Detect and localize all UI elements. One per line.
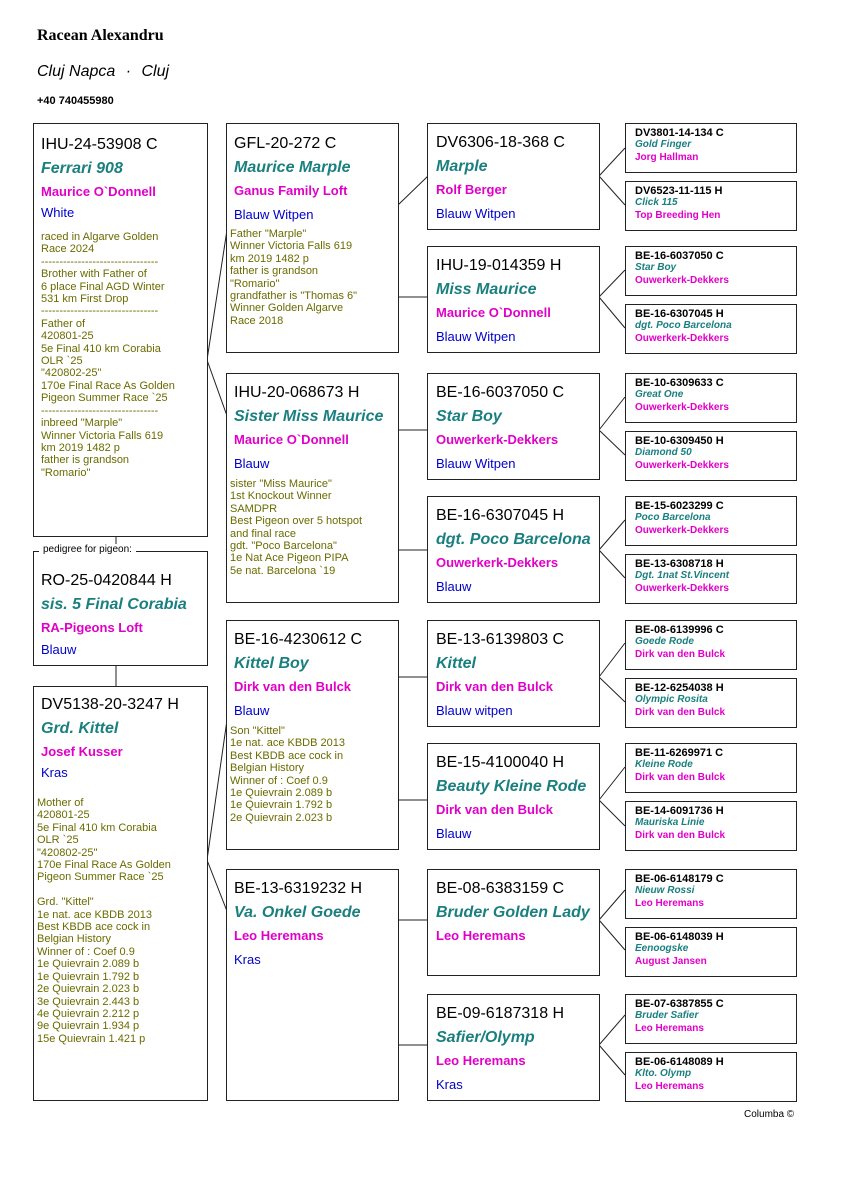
gen4-breeder: Dirk van den Bulck xyxy=(635,772,726,783)
dam-info: Mother of 420801-25 5e Final 410 km Corabia OLR `25 "420802-25" 170e Final Race As Golden Pigeon Summer Race `25 Grd. "Kittel" 1e nat. ace KBDB 2013 Best KBDB ace cock in Belgian History Winner of : Coef 0.9 1e Quievrain 2.089 b 1e Quievrain 1.792 b 2e Quievrain 2.023 b 3e Quievrain 2.443 b 4e Quievrain 2.212 p 9e Quievrain 1.934 p 15e Quievrain 1.421 p xyxy=(37,797,171,1045)
gen4-name: Bruder Safier xyxy=(635,1010,699,1021)
gen3-color: Blauw Witpen xyxy=(436,329,516,344)
gen4-ring: BE-06-6148179 C xyxy=(635,873,724,885)
gen4-name: Gold Finger xyxy=(635,139,692,150)
gen4-breeder: Ouwerkerk-Dekkers xyxy=(635,583,729,594)
gen4-name: Nieuw Rossi xyxy=(635,885,695,896)
gen4-breeder: Jorg Hallman xyxy=(635,152,699,163)
gen3-card[interactable] xyxy=(427,869,600,976)
gen4-breeder: Ouwerkerk-Dekkers xyxy=(635,402,729,413)
sibling-ring: IHU-24-53908 C xyxy=(41,136,158,153)
gen4-breeder: Dirk van den Bulck xyxy=(635,707,726,718)
gen2-color: Blauw xyxy=(234,456,270,471)
gen4-breeder: Top Breeding Hen xyxy=(635,210,721,221)
gen3-card[interactable] xyxy=(427,620,600,727)
gen2-info: Father "Marple" Winner Victoria Falls 619 km 2019 1482 p father is grandson "Romario" grandfather is "Thomas 6" Winner Golden Algarve Race 2018 xyxy=(230,228,358,327)
gen3-breeder: Ouwerkerk-Dekkers xyxy=(436,432,559,447)
gen3-name: Kittel xyxy=(436,655,476,672)
gen4-ring: BE-12-6254038 H xyxy=(635,682,724,694)
gen4-name: Diamond 50 xyxy=(635,447,692,458)
gen2-breeder: Ganus Family Loft xyxy=(234,183,348,198)
gen3-breeder: Leo Heremans xyxy=(436,928,526,943)
gen4-card[interactable] xyxy=(625,123,797,173)
gen2-color: Blauw Witpen xyxy=(234,207,314,222)
gen2-ring: BE-16-4230612 C xyxy=(234,631,363,648)
gen4-ring: DV3801-14-134 C xyxy=(635,127,724,139)
gen4-breeder: August Jansen xyxy=(635,956,707,967)
gen4-name: Dgt. 1nat St.Vincent xyxy=(635,570,730,581)
gen4-breeder: Leo Heremans xyxy=(635,1023,704,1034)
gen3-breeder: Dirk van den Bulck xyxy=(436,679,554,694)
gen3-name: Miss Maurice xyxy=(436,281,537,298)
gen3-name: Star Boy xyxy=(436,408,502,425)
gen3-card[interactable] xyxy=(427,246,600,353)
dam-breeder: Josef Kusser xyxy=(41,744,123,759)
gen4-name: Klto. Olymp xyxy=(635,1068,692,1079)
owner-phone: +40 740455980 xyxy=(37,95,114,107)
gen4-breeder: Ouwerkerk-Dekkers xyxy=(635,275,729,286)
gen4-ring: BE-11-6269971 C xyxy=(635,747,724,759)
gen4-ring: BE-10-6309450 H xyxy=(635,435,724,447)
gen4-ring: BE-07-6387855 C xyxy=(635,998,724,1010)
gen3-ring: BE-13-6139803 C xyxy=(436,631,565,648)
gen2-card[interactable] xyxy=(226,869,399,1101)
gen4-card[interactable] xyxy=(625,181,797,231)
gen3-color: Blauw Witpen xyxy=(436,456,516,471)
gen2-breeder: Maurice O`Donnell xyxy=(234,432,349,447)
gen4-card[interactable] xyxy=(625,869,797,919)
gen4-ring: BE-06-6148089 H xyxy=(635,1056,724,1068)
owner-name: Racean Alexandru xyxy=(37,27,164,44)
gen2-name: Kittel Boy xyxy=(234,655,309,672)
gen2-name: Va. Onkel Goede xyxy=(234,904,361,921)
gen3-color: Blauw xyxy=(436,826,472,841)
gen2-info: sister "Miss Maurice" 1st Knockout Winner SAMDPR Best Pigeon over 5 hotspot and final race gdt. "Poco Barcelona" 1e Nat Ace Pigeon PIPA 5e nat. Barcelona `19 xyxy=(230,478,363,577)
gen3-name: dgt. Poco Barcelona xyxy=(436,531,591,548)
gen4-ring: DV6523-11-115 H xyxy=(635,185,723,197)
gen4-name: Olympic Rosita xyxy=(635,694,708,705)
dam-name: Grd. Kittel xyxy=(41,720,119,737)
subject-ring: RO-25-0420844 H xyxy=(41,572,172,589)
gen3-name: Beauty Kleine Rode xyxy=(436,778,587,795)
gen4-ring: BE-06-6148039 H xyxy=(635,931,724,943)
gen3-breeder: Maurice O`Donnell xyxy=(436,305,551,320)
gen2-color: Blauw xyxy=(234,703,270,718)
gen4-ring: BE-13-6308718 H xyxy=(635,558,724,570)
subject-color: Blauw xyxy=(41,642,77,657)
gen3-color: Blauw Witpen xyxy=(436,206,516,221)
dam-ring: DV5138-20-3247 H xyxy=(41,696,179,713)
gen3-breeder: Dirk van den Bulck xyxy=(436,802,554,817)
gen4-breeder: Leo Heremans xyxy=(635,898,704,909)
footer-credit: Columba © xyxy=(744,1109,795,1120)
gen4-card[interactable] xyxy=(625,554,797,604)
sibling-info: raced in Algarve Golden Race 2024 -------------------------------- Brother with Father of 6 place Final AGD Winter 531 km First Drop -------------------------------- Father of 420801-25 5e Final 410 km Corabia OLR `25 "420802-25" 170e Final Race As Golden Pigeon Summer Race `25 -------------------------------- inbreed "Marple" Winner Victoria Falls 619 km 2019 1482 p father is grandson "Romario" xyxy=(41,231,175,479)
gen2-ring: BE-13-6319232 H xyxy=(234,880,363,897)
gen4-name: dgt. Poco Barcelona xyxy=(635,320,732,331)
gen4-breeder: Ouwerkerk-Dekkers xyxy=(635,460,729,471)
gen3-card[interactable] xyxy=(427,123,600,230)
gen3-card[interactable] xyxy=(427,743,600,850)
gen3-card[interactable] xyxy=(427,994,600,1101)
gen4-name: Poco Barcelona xyxy=(635,512,711,523)
gen4-ring: BE-16-6307045 H xyxy=(635,308,724,320)
gen3-color: Kras xyxy=(436,1077,463,1092)
gen4-breeder: Leo Heremans xyxy=(635,1081,704,1092)
gen4-card[interactable] xyxy=(625,496,797,546)
gen2-card[interactable] xyxy=(226,620,399,850)
gen3-breeder: Rolf Berger xyxy=(436,182,507,197)
gen3-ring: BE-15-4100040 H xyxy=(436,754,565,771)
gen4-card[interactable] xyxy=(625,1052,797,1102)
gen4-card[interactable] xyxy=(625,801,797,851)
gen3-name: Safier/Olymp xyxy=(436,1029,535,1046)
gen4-card[interactable] xyxy=(625,743,797,793)
gen3-color: Blauw xyxy=(436,579,472,594)
gen3-breeder: Leo Heremans xyxy=(436,1053,526,1068)
gen3-name: Marple xyxy=(436,158,488,175)
gen2-breeder: Leo Heremans xyxy=(234,928,324,943)
gen3-ring: BE-16-6307045 H xyxy=(436,507,565,524)
gen4-card[interactable] xyxy=(625,373,797,423)
gen4-name: Click 115 xyxy=(635,197,678,208)
gen4-card[interactable] xyxy=(625,994,797,1044)
gen2-color: Kras xyxy=(234,952,261,967)
gen3-ring: BE-09-6187318 H xyxy=(436,1005,565,1022)
gen4-card[interactable] xyxy=(625,620,797,670)
gen2-card[interactable] xyxy=(226,123,399,353)
gen3-breeder: Ouwerkerk-Dekkers xyxy=(436,555,559,570)
subject-breeder: RA-Pigeons Loft xyxy=(41,620,143,635)
dam-card[interactable] xyxy=(33,686,208,1101)
gen4-name: Goede Rode xyxy=(635,636,694,647)
gen3-ring: BE-16-6037050 C xyxy=(436,384,565,401)
subject-card[interactable] xyxy=(33,544,208,666)
gen4-name: Kleine Rode xyxy=(635,759,693,770)
gen4-name: Mauriska Linie xyxy=(635,817,705,828)
gen3-card[interactable] xyxy=(427,496,600,603)
gen4-ring: BE-15-6023299 C xyxy=(635,500,724,512)
gen4-card[interactable] xyxy=(625,431,797,481)
gen4-card[interactable] xyxy=(625,927,797,977)
location-region: Cluj xyxy=(141,63,170,80)
gen4-ring: BE-10-6309633 C xyxy=(635,377,724,389)
gen2-card[interactable] xyxy=(226,373,399,603)
gen2-ring: GFL-20-272 C xyxy=(234,135,337,152)
gen4-breeder: Ouwerkerk-Dekkers xyxy=(635,525,729,536)
gen4-name: Great One xyxy=(635,389,684,400)
gen3-ring: IHU-19-014359 H xyxy=(436,257,562,274)
gen4-breeder: Dirk van den Bulck xyxy=(635,830,726,841)
gen3-card[interactable] xyxy=(427,373,600,480)
gen4-ring: BE-08-6139996 C xyxy=(635,624,724,636)
gen2-breeder: Dirk van den Bulck xyxy=(234,679,352,694)
gen4-breeder: Dirk van den Bulck xyxy=(635,649,726,660)
gen2-name: Sister Miss Maurice xyxy=(234,408,384,425)
gen4-name: Star Boy xyxy=(635,262,677,273)
gen4-card[interactable] xyxy=(625,304,797,354)
gen2-name: Maurice Marple xyxy=(234,159,351,176)
gen2-info: Son "Kittel" 1e nat. ace KBDB 2013 Best KBDB ace cock in Belgian History Winner of : Coef 0.9 1e Quievrain 2.089 b 1e Quievrain 1.792 b 2e Quievrain 2.023 b xyxy=(230,725,345,824)
gen4-ring: BE-14-6091736 H xyxy=(635,805,724,817)
subject-label: pedigree for pigeon: xyxy=(39,544,136,555)
location-city: Cluj Napca xyxy=(37,63,116,80)
subject-name: sis. 5 Final Corabia xyxy=(41,596,187,613)
gen4-card[interactable] xyxy=(625,678,797,728)
gen3-name: Bruder Golden Lady xyxy=(436,904,590,921)
gen4-name: Eenoogske xyxy=(635,943,689,954)
gen3-color: Blauw witpen xyxy=(436,703,513,718)
gen4-breeder: Ouwerkerk-Dekkers xyxy=(635,333,729,344)
dam-color: Kras xyxy=(41,765,68,780)
gen4-ring: BE-16-6037050 C xyxy=(635,250,724,262)
gen4-card[interactable] xyxy=(625,246,797,296)
gen3-ring: DV6306-18-368 C xyxy=(436,134,565,151)
gen2-ring: IHU-20-068673 H xyxy=(234,384,360,401)
sibling-name: Ferrari 908 xyxy=(41,160,123,177)
sibling-card[interactable] xyxy=(33,123,208,537)
sibling-color: White xyxy=(41,205,75,220)
gen3-ring: BE-08-6383159 C xyxy=(436,880,565,897)
location-separator: · xyxy=(125,63,132,80)
sibling-breeder: Maurice O`Donnell xyxy=(41,184,156,199)
